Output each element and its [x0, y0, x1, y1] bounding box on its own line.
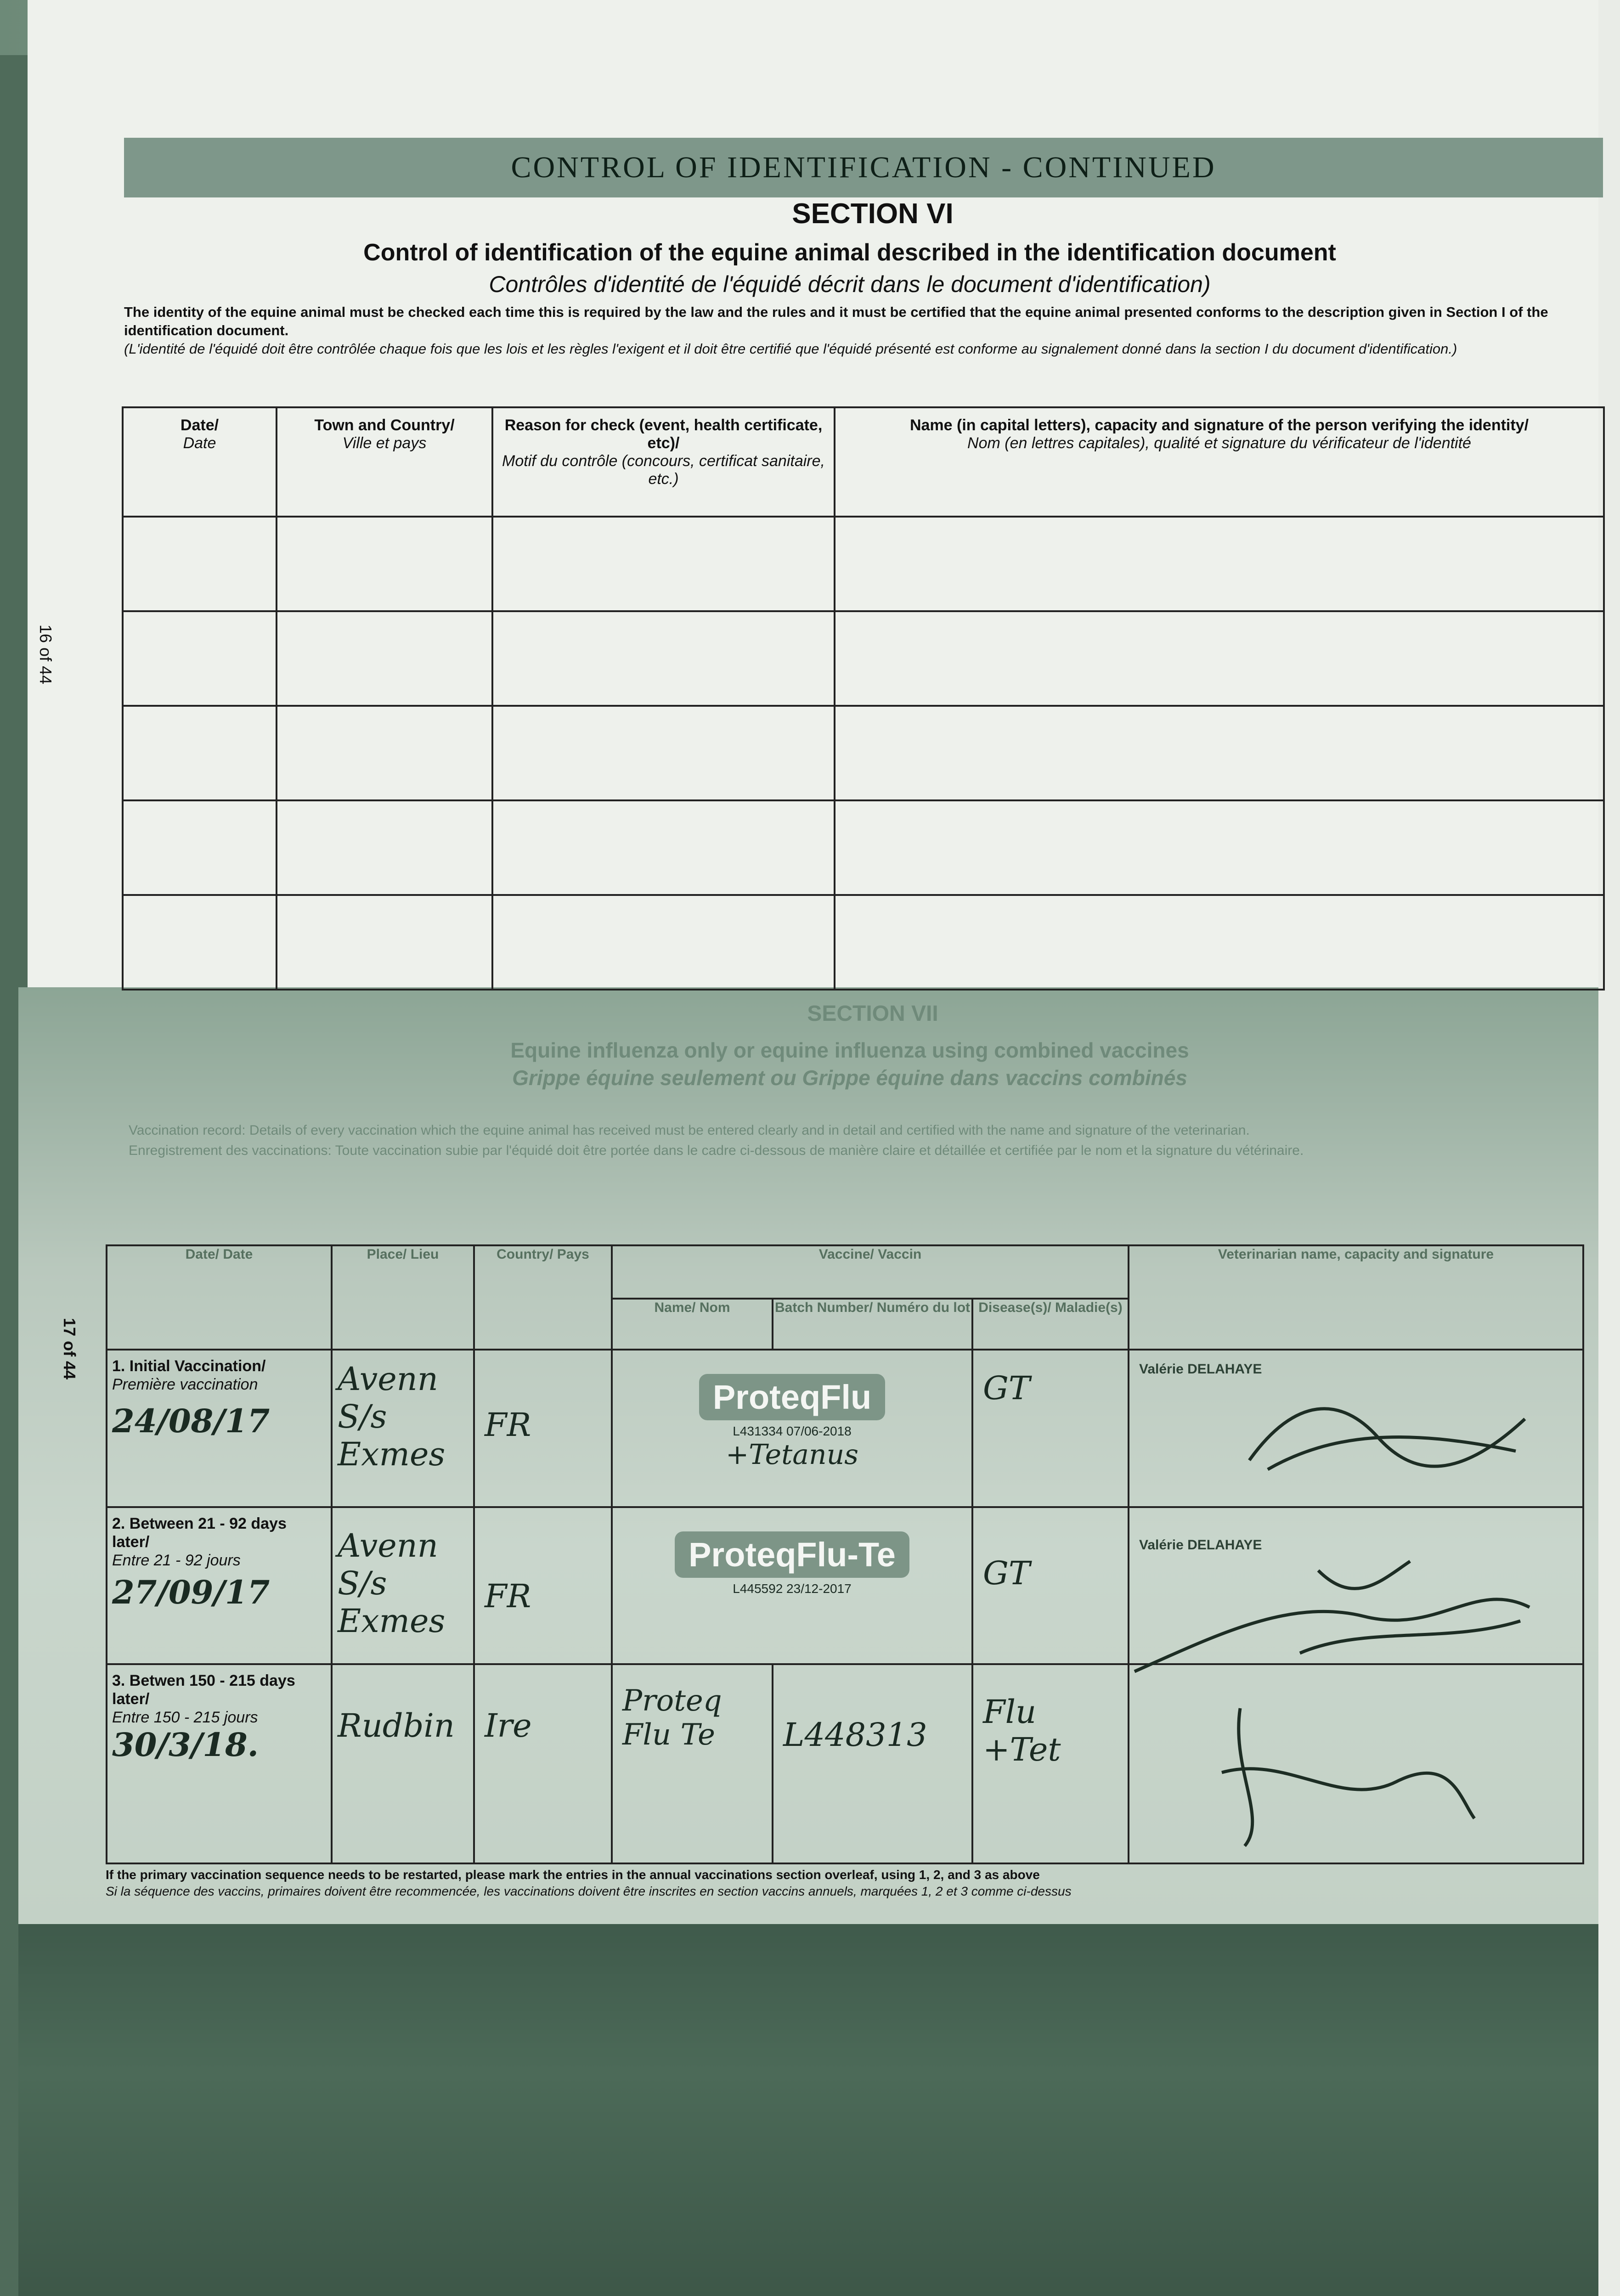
cell-disease[interactable]: GT — [972, 1507, 1129, 1665]
batch-number: L431334 07/06-2018 — [733, 1424, 852, 1438]
header-vet: Veterinarian name, capacity and signature — [1129, 1245, 1583, 1350]
cell-town[interactable] — [277, 611, 492, 706]
table-row — [123, 706, 1604, 800]
header-vaccine: Vaccine/ Vaccin — [612, 1245, 1129, 1299]
header-batch: Batch Number/ Numéro du lot — [773, 1299, 972, 1350]
header-date: Date/ Date — [123, 407, 277, 517]
cell-reason[interactable] — [492, 895, 835, 990]
cell-verifier[interactable] — [835, 611, 1604, 706]
vet-signature-1 — [1240, 1378, 1539, 1492]
cell-reason[interactable] — [492, 706, 835, 800]
section-banner — [124, 138, 1603, 197]
batch-number: L445592 23/12-2017 — [733, 1581, 852, 1596]
header-reason: Reason for check (event, health certificate, etc)/ Motif du contrôle (concours, certificat sanitaire, etc.) — [492, 407, 835, 517]
header-place: Place/ Lieu — [332, 1245, 474, 1350]
instructions — [124, 303, 1585, 358]
page-number-left: 16 of 44 — [36, 625, 55, 685]
cell-vaccine-name[interactable] — [612, 1507, 972, 1665]
cell-town[interactable] — [277, 800, 492, 895]
cell-verifier[interactable] — [835, 800, 1604, 895]
cell-verifier[interactable] — [835, 895, 1604, 990]
cell-country[interactable]: FR — [474, 1507, 612, 1665]
scan-edge-right — [1598, 0, 1620, 2296]
vet-stamp: Valérie DELAHAYE — [1139, 1537, 1262, 1553]
cell-town[interactable] — [277, 895, 492, 990]
vet-signature-3 — [1203, 1699, 1479, 1851]
header-town: Town and Country/ Ville et pays — [277, 407, 492, 517]
cell-verifier[interactable] — [835, 517, 1604, 611]
section-vii-heading-en: Equine influenza only or equine influenza using combined vaccines — [510, 1038, 1189, 1062]
row-label: 1. Initial Vaccination/ Première vaccination 24/08/17 — [107, 1350, 332, 1507]
cell-reason[interactable] — [492, 517, 835, 611]
vaccine-extra: +Tetanus — [725, 1438, 859, 1471]
cell-disease[interactable]: GT — [972, 1350, 1129, 1507]
section-title: SECTION VI — [792, 198, 954, 230]
section-vii-title: SECTION VII — [807, 1002, 938, 1026]
vaccine-stamp: ProteqFlu — [699, 1374, 885, 1420]
table-row — [123, 517, 1604, 611]
cell-reason[interactable] — [492, 611, 835, 706]
cell-country[interactable]: FR — [474, 1350, 612, 1507]
page-number-right: 17 of 44 — [60, 1318, 79, 1380]
row-label: 3. Betwen 150 - 215 days later/ Entre 150 - 215 jours 30/3/18. — [107, 1664, 332, 1863]
vet-signature-2 — [1125, 1552, 1539, 1690]
table-row — [123, 611, 1604, 706]
cell-country[interactable]: Ire — [474, 1664, 612, 1863]
header-disease: Disease(s)/ Maladie(s) — [972, 1299, 1129, 1350]
instructions-fr: (L'identité de l'équidé doit être contrôlée chaque fois que les lois et les règles l'exigent et il doit être certifié que l'équidé présenté est conforme au signalement donné dans la section I du document d'identification.) — [124, 341, 1457, 357]
cell-town[interactable] — [277, 706, 492, 800]
vac-header-row — [107, 1245, 1583, 1299]
handwritten-date: 24/08/17 — [112, 1401, 270, 1440]
cell-date[interactable] — [123, 611, 277, 706]
banner-title: CONTROL OF IDENTIFICATION - CONTINUED — [511, 151, 1216, 184]
table-row — [123, 800, 1604, 895]
vaccine-stamp: ProteqFlu-Te — [675, 1531, 909, 1578]
footnote: If the primary vaccination sequence needs to be restarted, please mark the entries in the annual vaccinations section overleaf, using 1, 2, and 3 as above Si la séquence des vaccins, primaires doivent être recommencée, les vaccinations doivent être inscrites en section vaccins annuels, marquées 1, 2 et 3 comme ci-dessus — [106, 1868, 1072, 1898]
cell-vaccine-name[interactable]: Proteq Flu Te — [612, 1664, 773, 1863]
cell-date[interactable] — [123, 800, 277, 895]
header-verifier: Name (in capital letters), capacity and signature of the person verifying the identity/ Nom (en lettres capitales), qualité et signature du vérificateur de l'identité — [835, 407, 1604, 517]
handwritten-date: 30/3/18. — [112, 1726, 259, 1764]
cell-vaccine-name[interactable] — [612, 1350, 972, 1507]
cell-place[interactable]: Rudbin — [332, 1664, 474, 1863]
table-row — [123, 895, 1604, 990]
cell-reason[interactable] — [492, 800, 835, 895]
handwritten-date: 27/09/17 — [112, 1573, 270, 1611]
scan-shadow — [18, 1924, 1598, 2296]
cell-batch[interactable]: L448313 — [773, 1664, 972, 1863]
vet-stamp: Valérie DELAHAYE — [1139, 1361, 1262, 1377]
cell-date[interactable] — [123, 517, 277, 611]
instructions-en: The identity of the equine animal must be checked each time this is required by the law and the rules and it must be certified that the equine animal presented conforms to the description given in Section I of the identification document. — [124, 304, 1548, 338]
heading-fr: Contrôles d'identité de l'équidé décrit dans le document d'identification) — [489, 271, 1211, 297]
row-label: 2. Between 21 - 92 days later/ Entre 21 - 92 jours 27/09/17 — [107, 1507, 332, 1665]
header-country: Country/ Pays — [474, 1245, 612, 1350]
header-vaccine-name: Name/ Nom — [612, 1299, 773, 1350]
cell-date[interactable] — [123, 706, 277, 800]
cell-place[interactable]: Avenn S/s Exmes — [332, 1350, 474, 1507]
cell-disease[interactable]: Flu +Tet — [972, 1664, 1129, 1863]
section-vii-heading-fr: Grippe équine seulement ou Grippe équine dans vaccins combinés — [512, 1066, 1187, 1090]
header-date: Date/ Date — [107, 1245, 332, 1350]
heading-en: Control of identification of the equine animal described in the identification document — [363, 239, 1336, 266]
cell-town[interactable] — [277, 517, 492, 611]
cell-verifier[interactable] — [835, 706, 1604, 800]
identification-check-table — [122, 406, 1605, 990]
section-vii-instructions: Vaccination record: Details of every vaccination which the equine animal has received must be entered clearly and in detail and certified with the name and signature of the veterinarian. Enregistrement des vaccinations: Toute vaccination subie par l'équidé doit être portée dans le cadre ci-dessous de manière claire et détaillée et certifiée par le nom et la signature du vétérinaire. — [129, 1123, 1304, 1158]
cell-date[interactable] — [123, 895, 277, 990]
table-header-row — [123, 407, 1604, 517]
cell-place[interactable]: Avenn S/s Exmes — [332, 1507, 474, 1665]
